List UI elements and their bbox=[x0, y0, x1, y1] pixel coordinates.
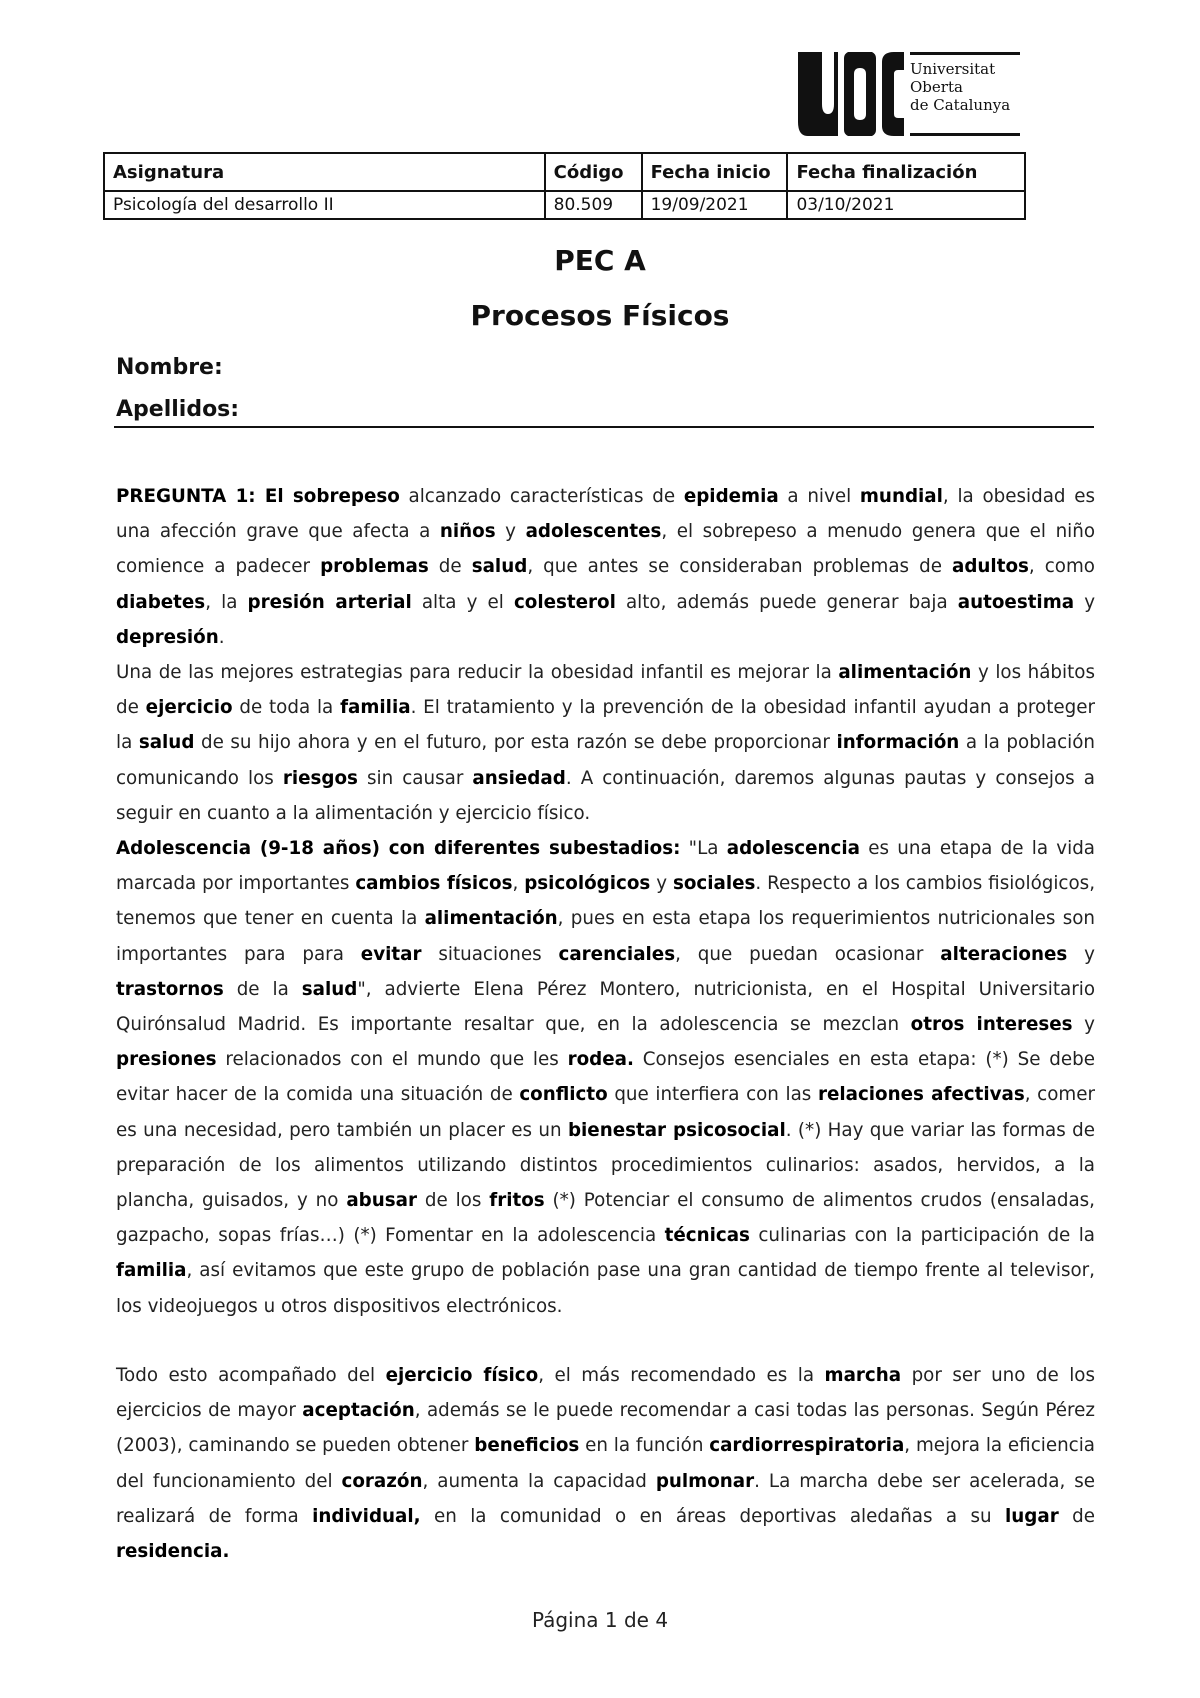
table-header-row bbox=[104, 153, 1025, 191]
bold-term: marcha bbox=[824, 1365, 902, 1386]
bold-term: pulmonar bbox=[655, 1470, 755, 1492]
text-run: , el más recomendado es la bbox=[538, 1365, 825, 1386]
text-run: , como bbox=[1028, 556, 1095, 578]
text-run: en la función bbox=[579, 1435, 710, 1457]
cell-asignatura: Psicología del desarrollo II bbox=[104, 191, 545, 219]
bold-term: bienestar psicosocial bbox=[567, 1119, 786, 1141]
text-run: y bbox=[495, 521, 526, 543]
bold-term: ejercicio bbox=[145, 697, 233, 719]
bold-term: otros intereses bbox=[910, 1014, 1073, 1036]
bold-term: relaciones afectivas bbox=[817, 1084, 1025, 1106]
text-run: alto, además puede generar baja bbox=[615, 591, 958, 613]
document-title: PEC A bbox=[554, 244, 646, 277]
text-run: a nivel bbox=[778, 486, 860, 507]
page-number: Página 1 de 4 bbox=[531, 1608, 669, 1632]
bold-term: evitar bbox=[360, 943, 422, 965]
text-run: relacionados con el mundo que les bbox=[216, 1049, 568, 1071]
text-run: , pues en esta etapa los requerimientos nutricionales son importantes para para bbox=[116, 908, 1095, 965]
bold-term: familia bbox=[340, 697, 411, 719]
text-run: , la obesidad es una afección grave que afecta a bbox=[116, 486, 1095, 543]
document-subtitle: Procesos Físicos bbox=[470, 299, 730, 332]
bold-term: residencia. bbox=[116, 1541, 230, 1563]
table-row bbox=[104, 191, 1025, 219]
text-run: . A continuación, daremos algunas pautas y consejos a seguir en cuanto a la alimentación y ejercicio físico. bbox=[116, 767, 1095, 824]
bold-term: alteraciones bbox=[940, 943, 1068, 965]
text-run: Una de las mejores estrategias para reducir la obesidad infantil es mejorar la bbox=[116, 662, 839, 684]
bold-term: técnicas bbox=[664, 1225, 750, 1247]
text-run: situaciones bbox=[421, 943, 559, 965]
bold-term: adultos bbox=[952, 556, 1029, 578]
bold-term: salud bbox=[471, 556, 528, 578]
cell-fecha-finalizacion: 03/10/2021 bbox=[787, 191, 1025, 219]
text-run: y bbox=[650, 873, 673, 895]
text-run: "La bbox=[680, 838, 727, 859]
logo-line-1: Universitat bbox=[910, 60, 996, 78]
text-run: sin causar bbox=[357, 767, 473, 789]
text-run: , que puedan ocasionar bbox=[675, 943, 941, 965]
text-run: de toda la bbox=[232, 697, 341, 719]
text-run: culinarias con la participación de la bbox=[749, 1225, 1096, 1247]
text-run: , mejora la eficiencia del funcionamiento del bbox=[116, 1435, 1095, 1492]
text-run: , la bbox=[205, 591, 248, 613]
uoc-logo bbox=[798, 52, 1020, 136]
text-run: de la bbox=[223, 978, 302, 1000]
bold-term: presión arterial bbox=[247, 591, 412, 613]
text-run: Consejos esenciales en esta etapa: (*) Se debe evitar hacer de la comida una situación de bbox=[116, 1049, 1095, 1106]
text-run: y bbox=[1074, 591, 1096, 613]
text-run: en la comunidad o en áreas deportivas aledañas a su bbox=[420, 1505, 1006, 1527]
header-asignatura: Asignatura bbox=[104, 153, 545, 191]
bold-term: salud bbox=[138, 732, 195, 754]
bold-term: individual, bbox=[312, 1505, 421, 1527]
bold-term: carenciales bbox=[558, 943, 676, 965]
logo-rule-top bbox=[910, 52, 1020, 55]
text-run: de bbox=[1058, 1505, 1095, 1527]
cell-fecha-inicio: 19/09/2021 bbox=[642, 191, 788, 219]
bold-term: PREGUNTA 1: El sobrepeso bbox=[116, 486, 400, 507]
text-run: , que antes se consideraban problemas de bbox=[527, 556, 952, 578]
bold-term: epidemia bbox=[683, 486, 779, 507]
text-run: alta y el bbox=[411, 591, 514, 613]
text-run: ", advierte Elena Pérez Montero, nutricionista, en el Hospital Universitario Quirónsalud Madrid. Es importante resaltar que, en la adolescencia se mezclan bbox=[116, 978, 1096, 1036]
paragraph-adolescencia bbox=[116, 831, 1095, 1324]
bold-term: ansiedad bbox=[472, 767, 566, 789]
bold-term: autoestima bbox=[957, 591, 1075, 613]
logo-line-3: de Catalunya bbox=[910, 96, 1011, 114]
logo-rule-bottom bbox=[910, 133, 1020, 136]
text-run: y bbox=[1067, 943, 1095, 965]
text-run: . Respecto a los cambios fisiológicos, tenemos que tener en cuenta la bbox=[116, 873, 1096, 930]
logo-wordmark bbox=[910, 60, 1010, 114]
header-codigo: Código bbox=[545, 153, 642, 191]
bold-term: adolescencia bbox=[726, 838, 860, 859]
bold-term: ejercicio físico bbox=[385, 1365, 539, 1386]
header-fecha-inicio: Fecha inicio bbox=[642, 153, 788, 191]
bold-term: familia bbox=[116, 1260, 187, 1282]
text-run: de su hijo ahora y en el futuro, por esta razón se debe proporcionar bbox=[194, 732, 837, 754]
bold-term: cambios físicos bbox=[355, 873, 513, 895]
course-info-table bbox=[103, 152, 1026, 220]
text-run: , comer es una necesidad, pero también un placer es un bbox=[116, 1084, 1095, 1141]
text-run: , el sobrepeso a menudo genera que el niño comience a padecer bbox=[116, 521, 1095, 578]
bold-term: colesterol bbox=[513, 591, 616, 613]
bold-term: depresión bbox=[116, 626, 219, 648]
cell-codigo: 80.509 bbox=[545, 191, 642, 219]
bold-term: mundial bbox=[859, 486, 943, 507]
text-run: y bbox=[1072, 1014, 1095, 1036]
text-run: (*) Potenciar el consumo de alimentos crudos (ensaladas, gazpacho, sopas frías…) (*) Fomentar en la adolescencia bbox=[116, 1190, 1095, 1247]
bold-term: riesgos bbox=[282, 767, 358, 789]
text-run: . La marcha debe ser acelerada, se realizará de forma bbox=[116, 1470, 1095, 1527]
text-run: , bbox=[512, 873, 525, 895]
bold-term: corazón bbox=[341, 1470, 423, 1492]
text-run: Todo esto acompañado del bbox=[116, 1365, 386, 1386]
bold-term: conflicto bbox=[519, 1084, 608, 1106]
logo-line-2: Oberta bbox=[910, 78, 963, 96]
bold-term: adolescentes bbox=[525, 521, 662, 543]
bold-term: rodea. bbox=[567, 1049, 634, 1071]
text-run: , además se le puede recomendar a casi todas las personas. Según Pérez (2003), caminando se pueden obtener bbox=[116, 1400, 1095, 1457]
uoc-logo-mark bbox=[798, 52, 904, 136]
apellidos-label: Apellidos: bbox=[116, 397, 240, 422]
bold-term: fritos bbox=[489, 1190, 545, 1212]
text-run: , así evitamos que este grupo de población pase una gran cantidad de tiempo frente al televisor, los videojuegos u otros dispositivos electrónicos. bbox=[116, 1260, 1095, 1317]
header-fecha-finalizacion: Fecha finalización bbox=[787, 153, 1025, 191]
text-run: . (*) Hay que variar las formas de preparación de los alimentos utilizando distintos procedimientos culinarios: asados, hervidos, a la plancha, guisados, y no bbox=[116, 1119, 1095, 1212]
bold-term: trastornos bbox=[116, 978, 224, 1000]
text-run: de los bbox=[416, 1190, 490, 1212]
nombre-label: Nombre: bbox=[116, 355, 223, 380]
text-run: . bbox=[218, 626, 225, 648]
text-run: a la población comunicando los bbox=[116, 732, 1095, 789]
bold-term: lugar bbox=[1005, 1505, 1059, 1527]
bold-term: Adolescencia (9-18 años) con diferentes subestadios: bbox=[116, 838, 681, 859]
bold-term: niños bbox=[439, 521, 496, 543]
bold-term: alimentación bbox=[838, 662, 972, 684]
bold-term: salud bbox=[301, 978, 358, 1000]
text-run: es una etapa de la vida marcada por importantes bbox=[116, 838, 1096, 895]
bold-term: beneficios bbox=[474, 1435, 580, 1457]
bold-term: cardiorrespiratoria bbox=[709, 1435, 905, 1457]
bold-term: aceptación bbox=[302, 1400, 415, 1422]
bold-term: psicológicos bbox=[524, 873, 651, 895]
paragraph-pregunta-1 bbox=[116, 479, 1095, 831]
bold-term: abusar bbox=[346, 1190, 417, 1212]
header-divider bbox=[114, 426, 1094, 428]
bold-term: diabetes bbox=[116, 591, 206, 613]
bold-term: problemas bbox=[320, 556, 429, 578]
text-run: de bbox=[428, 556, 472, 578]
text-run: , aumenta la capacidad bbox=[422, 1470, 656, 1492]
bold-term: sociales bbox=[672, 873, 756, 895]
text-run: alcanzado características de bbox=[399, 486, 684, 507]
text-run: . El tratamiento y la prevención de la obesidad infantil ayudan a proteger la bbox=[116, 697, 1095, 754]
text-run: y los hábitos de bbox=[116, 662, 1095, 719]
text-run: por ser uno de los ejercicios de mayor bbox=[116, 1365, 1095, 1422]
text-run: que interfiera con las bbox=[607, 1084, 818, 1106]
bold-term: presiones bbox=[116, 1049, 217, 1071]
bold-term: información bbox=[836, 732, 960, 754]
paragraph-ejercicio bbox=[116, 1358, 1095, 1569]
bold-term: alimentación bbox=[424, 908, 558, 930]
